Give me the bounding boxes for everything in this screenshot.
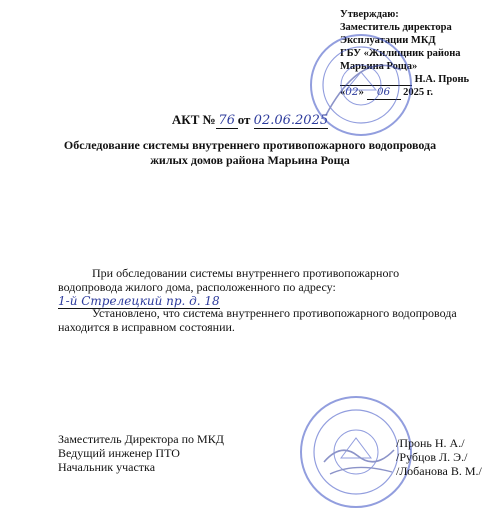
approval-department: Эксплуатации МКД	[340, 35, 436, 46]
date-quote-close: »	[358, 87, 364, 98]
approval-day: 02	[345, 86, 359, 98]
approval-heading: Утверждаю:	[340, 9, 399, 20]
name-3: /Лобанова В. М./	[396, 464, 482, 478]
role-2: Ведущий инженер ПТО	[58, 446, 180, 460]
approval-signer: Н.А. Пронь	[414, 74, 470, 85]
paragraph-conclusion	[58, 306, 488, 334]
act-date: 02.06.2025	[253, 113, 329, 128]
approval-month: 06	[367, 86, 401, 100]
act-title	[0, 112, 500, 129]
approval-position: Заместитель директора	[340, 22, 452, 33]
p1-cont: водопровода жилого дома, расположенного по адресу:	[58, 280, 336, 294]
p2-cont: находится в исправном состоянии.	[58, 320, 235, 334]
act-subject	[40, 138, 460, 168]
name-1: /Пронь Н. А./	[396, 436, 465, 450]
act-number: 76	[216, 113, 238, 129]
date-quote-open: «	[340, 87, 346, 98]
approval-org-cont: Марьина Роща»	[340, 61, 418, 72]
approval-year: 2025 г.	[403, 87, 433, 98]
act-from: от	[237, 112, 251, 127]
address: 1-й Стрелецкий пр. д. 18	[58, 294, 220, 308]
signature-roles	[58, 432, 224, 474]
subject-line-1: Обследование системы внутреннего противопожарного водопровода	[63, 138, 437, 152]
subject-line-2: жилых домов района Марьина Роща	[150, 153, 350, 167]
role-3: Начальник участка	[58, 460, 156, 474]
signature-names	[396, 436, 482, 478]
paragraph-inspection	[58, 266, 488, 309]
p1-start: При обследовании системы внутреннего противопожарного	[92, 266, 400, 280]
name-2: /Рубцов Л. Э./	[396, 450, 468, 464]
approval-org: ГБУ «Жилищник района	[340, 48, 461, 59]
role-1: Заместитель Директора по МКД	[58, 432, 224, 446]
act-prefix: АКТ №	[171, 112, 216, 127]
p2-start: Установлено, что система внутреннего противопожарного водопровода	[92, 306, 457, 320]
